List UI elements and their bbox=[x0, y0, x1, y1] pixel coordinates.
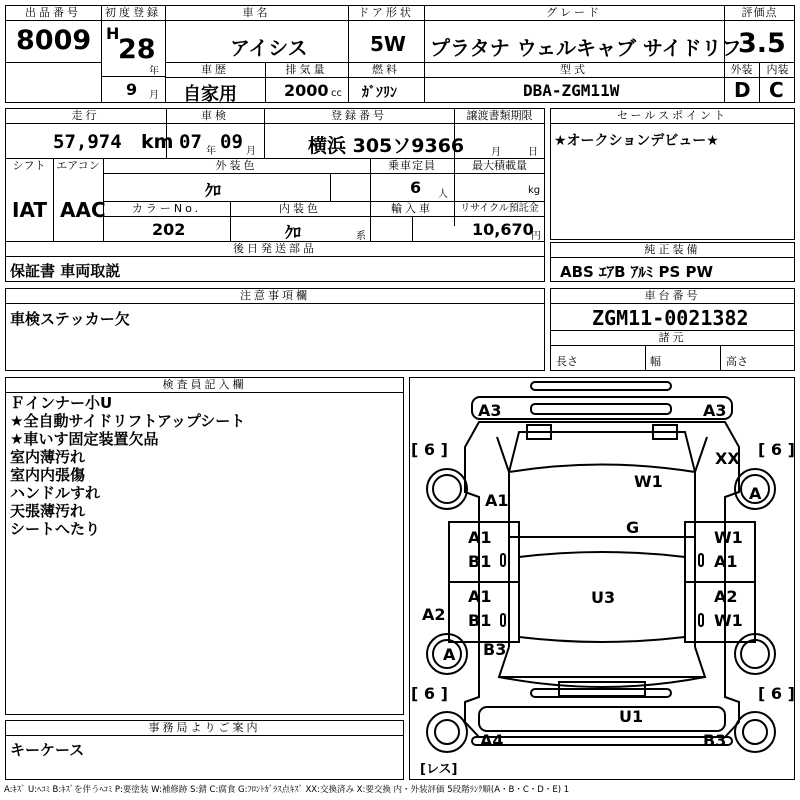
damage-legend: A:ｷｽﾞ U:ﾍｺﾐ B:ｷｽﾞを伴うﾍｺﾐ P:要塗装 W:補修跡 S:錆 C:腐食 G:ﾌﾛﾝﾄｶﾞﾗｽ点ｷｽﾞ XX:交換済み X:要交換 内・外装評価 5段階ﾗﾝｸ順(A・B・C・D・E) 1 bbox=[4, 785, 570, 795]
car-name-label: 車名 bbox=[242, 6, 271, 19]
capacity-unit: 人 bbox=[438, 189, 448, 200]
car-diagram bbox=[409, 377, 795, 780]
spare-tire-less: [レス] bbox=[420, 762, 458, 777]
cc-unit: cc bbox=[331, 88, 342, 99]
right-front-wheel-marker: A bbox=[749, 484, 762, 503]
chassis-label: 車台番号 bbox=[644, 289, 701, 302]
inspection-label: 車検 bbox=[201, 109, 229, 122]
lot-number: 8009 bbox=[16, 25, 92, 56]
tire-front-left: [ 6 ] bbox=[411, 440, 448, 459]
interior-score: C bbox=[769, 78, 784, 102]
recycle-fee: 10,670 bbox=[472, 220, 534, 239]
shift: IAT bbox=[12, 198, 48, 222]
shift-label: シフト bbox=[12, 159, 46, 172]
import-label: 輸入車 bbox=[391, 202, 433, 215]
color-no: 202 bbox=[152, 220, 186, 239]
fuel-label: 燃料 bbox=[372, 63, 400, 76]
ext-color: ｸﾛ bbox=[205, 181, 222, 200]
sales-point: ★オークションデビュー★ bbox=[554, 133, 719, 149]
left-front-fender-marker: A1 bbox=[485, 491, 509, 510]
ext-color-label: 外装色 bbox=[215, 159, 258, 172]
length-label: 長さ bbox=[556, 355, 578, 368]
right-rear-door-marker-1: A2 bbox=[714, 587, 738, 606]
score: 3.5 bbox=[738, 28, 786, 59]
office-label: 事務局よりご案内 bbox=[148, 721, 261, 734]
exterior-score: D bbox=[734, 78, 751, 102]
transfer-label: 譲渡書類期限 bbox=[466, 109, 533, 122]
yen-unit: 円 bbox=[531, 231, 541, 242]
first-reg-year: 28 bbox=[118, 34, 156, 65]
left-rear-door-marker-2: B1 bbox=[468, 611, 492, 630]
note-line: ★全自動サイドリフトアップシート bbox=[10, 412, 246, 430]
note-line: 天張薄汚れ bbox=[10, 502, 86, 520]
note-line: 室内内張傷 bbox=[10, 466, 86, 484]
right-front-marker: XX bbox=[715, 449, 740, 468]
mileage-label: 走行 bbox=[71, 109, 100, 122]
left-front-door-marker-2: B1 bbox=[468, 552, 492, 571]
km-unit: km bbox=[141, 131, 174, 153]
right-front-door-marker-1: W1 bbox=[714, 528, 743, 547]
aircon: AAC bbox=[60, 198, 106, 222]
sales-point-box bbox=[550, 108, 795, 240]
int-color-unit: 系 bbox=[356, 231, 366, 242]
roof-marker: G bbox=[626, 518, 640, 537]
tire-rear-right: [ 6 ] bbox=[758, 684, 795, 703]
first-reg-month: 9 bbox=[126, 80, 138, 99]
model: DBA-ZGM11W bbox=[523, 81, 620, 100]
later-parts-label: 後日発送部品 bbox=[233, 242, 317, 255]
rear-right-marker: B3 bbox=[703, 731, 727, 750]
lot-label: 出品番号 bbox=[25, 6, 81, 19]
history: 自家用 bbox=[183, 84, 237, 105]
specs-label: 諸元 bbox=[658, 331, 687, 344]
office-note: キーケース bbox=[10, 741, 85, 759]
front-right-marker: A3 bbox=[703, 401, 727, 420]
tire-rear-left: [ 6 ] bbox=[411, 684, 448, 703]
kg-unit: kg bbox=[528, 185, 541, 196]
first-reg-label: 初度登録 bbox=[105, 6, 161, 19]
displacement: 2000 bbox=[284, 81, 329, 100]
inspection-year: 07 bbox=[179, 131, 202, 153]
transfer-day-unit: 日 bbox=[528, 147, 538, 158]
inspector-notes bbox=[10, 394, 245, 538]
sales-point-label: セールスポイント bbox=[616, 109, 728, 122]
transfer-month-unit: 月 bbox=[491, 147, 501, 158]
caution: 車検ステッカー欠 bbox=[10, 310, 130, 328]
chassis-number: ZGM11-0021382 bbox=[592, 306, 749, 330]
grade: プラタナ ウェルキャブ サイドリフ bbox=[430, 36, 742, 60]
fuel: ｶﾞｿﾘﾝ bbox=[362, 85, 397, 101]
door-type: 5W bbox=[370, 32, 406, 56]
right-front-door-marker-2: A1 bbox=[714, 552, 738, 571]
capacity-label: 乗車定員 bbox=[388, 159, 436, 172]
car-name: アイシス bbox=[230, 36, 308, 60]
int-color: ｸﾛ bbox=[285, 223, 302, 242]
height-label: 高さ bbox=[726, 355, 748, 368]
max-load-label: 最大積載量 bbox=[472, 159, 527, 172]
windshield-marker: W1 bbox=[634, 472, 663, 491]
year-unit: 年 bbox=[149, 66, 159, 77]
equipment: ABS ｴｱB ｱﾙﾐ PS PW bbox=[560, 263, 714, 281]
month-unit: 月 bbox=[149, 90, 159, 101]
caution-label: 注意事項欄 bbox=[240, 289, 310, 302]
door-type-label: ドア形状 bbox=[358, 6, 414, 19]
later-parts: 保証書 車両取説 bbox=[10, 262, 121, 280]
left-rear-fender-marker: A2 bbox=[422, 605, 446, 624]
aircon-label: エアコン bbox=[56, 159, 100, 172]
displacement-label: 排気量 bbox=[285, 63, 328, 76]
width-label: 幅 bbox=[650, 355, 661, 368]
plate-label: 登録番号 bbox=[331, 109, 387, 122]
capacity: 6 bbox=[410, 178, 422, 197]
note-line: Ｆインナー小U bbox=[10, 394, 113, 412]
note-line: 室内薄汚れ bbox=[10, 448, 86, 466]
inspector-label: 検査員記入欄 bbox=[162, 378, 247, 391]
history-label: 車歴 bbox=[201, 63, 229, 76]
interior-label: 内装 bbox=[766, 63, 789, 76]
tire-front-right: [ 6 ] bbox=[758, 440, 795, 459]
first-reg-era: H bbox=[106, 24, 120, 43]
recycle-label: リサイクル預託金 bbox=[460, 203, 539, 214]
color-no-label: カラーNo. bbox=[131, 202, 202, 215]
front-left-marker: A3 bbox=[478, 401, 502, 420]
mileage: 57,974 bbox=[53, 131, 122, 153]
inspection-month: 09 bbox=[220, 131, 243, 153]
inspection-year-unit: 年 bbox=[206, 146, 216, 157]
plate-number: 横浜 305ソ9366 bbox=[308, 135, 465, 157]
right-rear-door-marker-2: W1 bbox=[714, 611, 743, 630]
left-front-door-marker-1: A1 bbox=[468, 528, 492, 547]
rear-center-marker: U1 bbox=[619, 707, 644, 726]
model-label: 型式 bbox=[560, 63, 588, 76]
rear-left-marker: A4 bbox=[480, 731, 504, 750]
exterior-label: 外装 bbox=[730, 63, 753, 76]
inspection-month-unit: 月 bbox=[246, 146, 256, 157]
left-rear-wheel-marker: A bbox=[443, 645, 456, 664]
score-label: 評価点 bbox=[741, 6, 778, 19]
trunk-marker: U3 bbox=[591, 588, 616, 607]
note-line: ハンドルすれ bbox=[10, 484, 101, 502]
equipment-label: 純正装備 bbox=[644, 243, 701, 256]
grade-label: グレード bbox=[546, 6, 602, 19]
note-line: ★車いす固定装置欠品 bbox=[10, 430, 159, 448]
left-rear-quarter-marker: B3 bbox=[483, 640, 507, 659]
left-rear-door-marker-1: A1 bbox=[468, 587, 492, 606]
int-color-label: 内装色 bbox=[279, 202, 321, 215]
note-line: シートへたり bbox=[10, 520, 101, 538]
